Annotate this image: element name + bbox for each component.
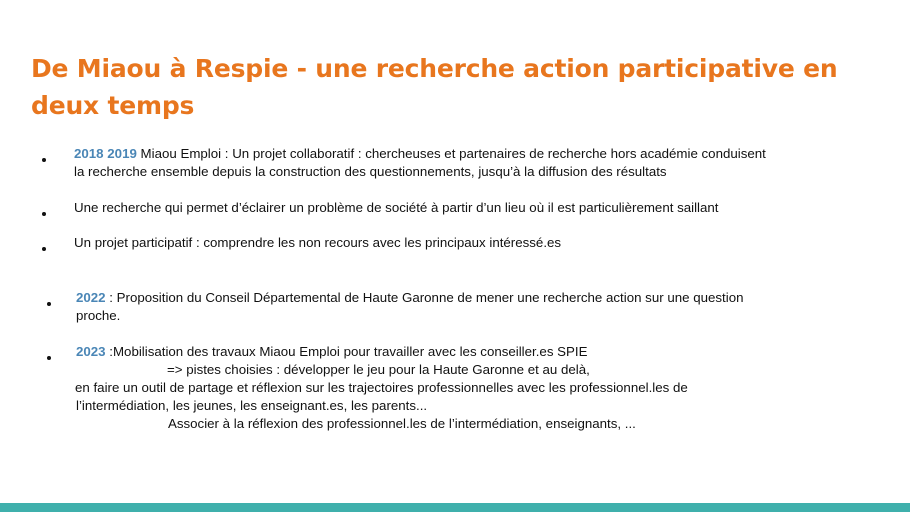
year-label: 2018 2019 [74,146,137,161]
bullet-line [76,289,744,307]
bullet-dot [47,302,51,306]
bullet-line: la recherche ensemble depuis la construction des questionnements, jusqu’à la diffusion des résultats [74,164,667,179]
bullet-line: l’intermédiation, les jeunes, les enseignant.es, les parents... [76,398,428,413]
bullet-line: Un projet participatif : comprendre les non recours avec les principaux intéressé.es [74,235,562,250]
bullet-dot [47,356,51,360]
bullet-item-projet-participatif [74,234,561,252]
bullet-line: Associer à la réflexion des professionnel.les de l’intermédiation, enseignants, ... [168,416,636,431]
bullet-line: proche. [76,308,121,323]
bullet-dot [42,158,46,162]
bullet-item-2022 [76,289,744,325]
bullet-line: => pistes choisies : développer le jeu pour la Haute Garonne et au delà, [167,362,590,377]
year-label: 2023 [76,344,106,359]
bullet-dot [42,212,46,216]
bullet-text: : Proposition du Conseil Départemental de Haute Garonne de mener une recherche action sur une question [105,290,744,305]
bullet-text: :Mobilisation des travaux Miaou Emploi pour travailler avec les conseiller.es SPIE [105,344,588,359]
slide-title: De Miaou à Respie - une recherche action participative en deux temps [31,54,838,120]
bullet-line: en faire un outil de partage et réflexion sur les trajectoires professionnelles avec les professionnel.les de [75,380,688,395]
bullet-item-2018-2019 [74,145,766,181]
bullet-text: Miaou Emploi : Un projet collaboratif : chercheuses et partenaires de recherche hors académie conduisent [136,146,766,161]
bottom-accent-bar [0,503,910,512]
bullet-line: Une recherche qui permet d’éclairer un problème de société à partir d’un lieu où il est particulièrement saillant [74,200,719,215]
bullet-line [74,145,766,163]
bullet-line [76,343,688,361]
bullet-dot [42,247,46,251]
bullet-item-recherche [74,199,719,217]
year-label: 2022 [76,290,106,305]
bullet-item-2023 [76,343,688,433]
